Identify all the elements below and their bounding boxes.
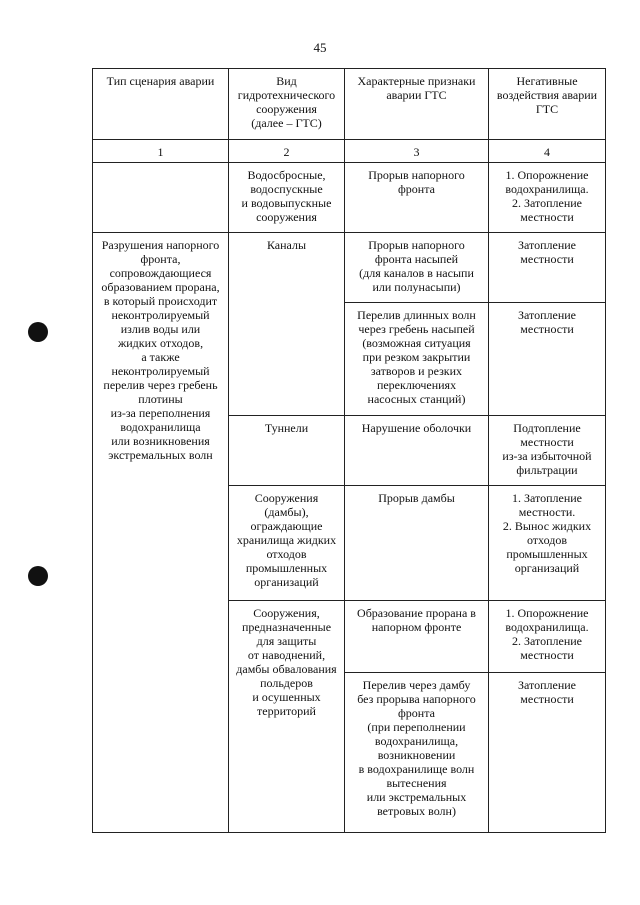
header-effects: Негативные воздействия аварии ГТС [489,69,606,140]
table-header-row [93,69,606,140]
effect-cell: Затопление местности [489,673,606,833]
sign-cell: Образование прорана в напорном фронте [345,601,489,673]
structure-type-cell: Туннели [229,416,345,486]
punch-hole-icon [28,322,48,342]
structure-type-cell: Каналы [229,233,345,416]
header-structure-type: Вид гидротехнического сооружения (далее – ГТС) [229,69,345,140]
structure-type-cell: Сооружения, предназначенные для защиты от наводнений, дамбы обвалования польдеров и осушенных территорий [229,601,345,833]
sign-cell: Прорыв напорного фронта [345,163,489,233]
page-number: 45 [313,40,327,55]
structure-type-cell: Сооружения (дамбы), ограждающие хранилища жидких отходов промышленных организаций [229,486,345,601]
column-number-row [93,140,606,163]
sign-cell: Нарушение оболочки [345,416,489,486]
sign-cell: Прорыв напорного фронта насыпей (для каналов в насыпи или полунасыпи) [345,233,489,303]
effect-cell: Затопление местности [489,303,606,416]
effect-cell: 1. Опорожнение водохранилища. 2. Затопление местности [489,601,606,673]
table-row [93,163,606,233]
header-signs: Характерные признаки аварии ГТС [345,69,489,140]
punch-hole-icon [28,566,48,586]
scenario-cell-empty [93,163,229,233]
effect-cell: 1. Затопление местности. 2. Вынос жидких отходов промышленных организаций [489,486,606,601]
effect-cell: 1. Опорожнение водохранилища. 2. Затопление местности [489,163,606,233]
column-number: 1 [93,140,229,163]
sign-cell: Перелив длинных волн через гребень насыпей (возможная ситуация при резком закрытии затворов и резких переключениях насосных станций) [345,303,489,416]
column-number: 3 [345,140,489,163]
effect-cell: Подтопление местности из-за избыточной фильтрации [489,416,606,486]
table-row [93,233,606,303]
scenario-cell: Разрушения напорного фронта, сопровождающиеся образованием прорана, в который происходит неконтролируемый излив воды или жидких отходов, а также неконтролируемый перелив через гребень плотины из-за переполнения водохранилища или возникновения экстремальных волн [93,233,229,833]
header-scenario-type: Тип сценария аварии [93,69,229,140]
sign-cell: Перелив через дамбу без прорыва напорного фронта (при переполнении водохранилища, возникновении в водохранилище волн вытеснения или экстремальных ветровых волн) [345,673,489,833]
column-number: 4 [489,140,606,163]
effect-cell: Затопление местности [489,233,606,303]
sign-cell: Прорыв дамбы [345,486,489,601]
column-number: 2 [229,140,345,163]
gts-accident-table [92,68,606,833]
structure-type-cell: Водосбросные, водоспускные и водовыпускные сооружения [229,163,345,233]
